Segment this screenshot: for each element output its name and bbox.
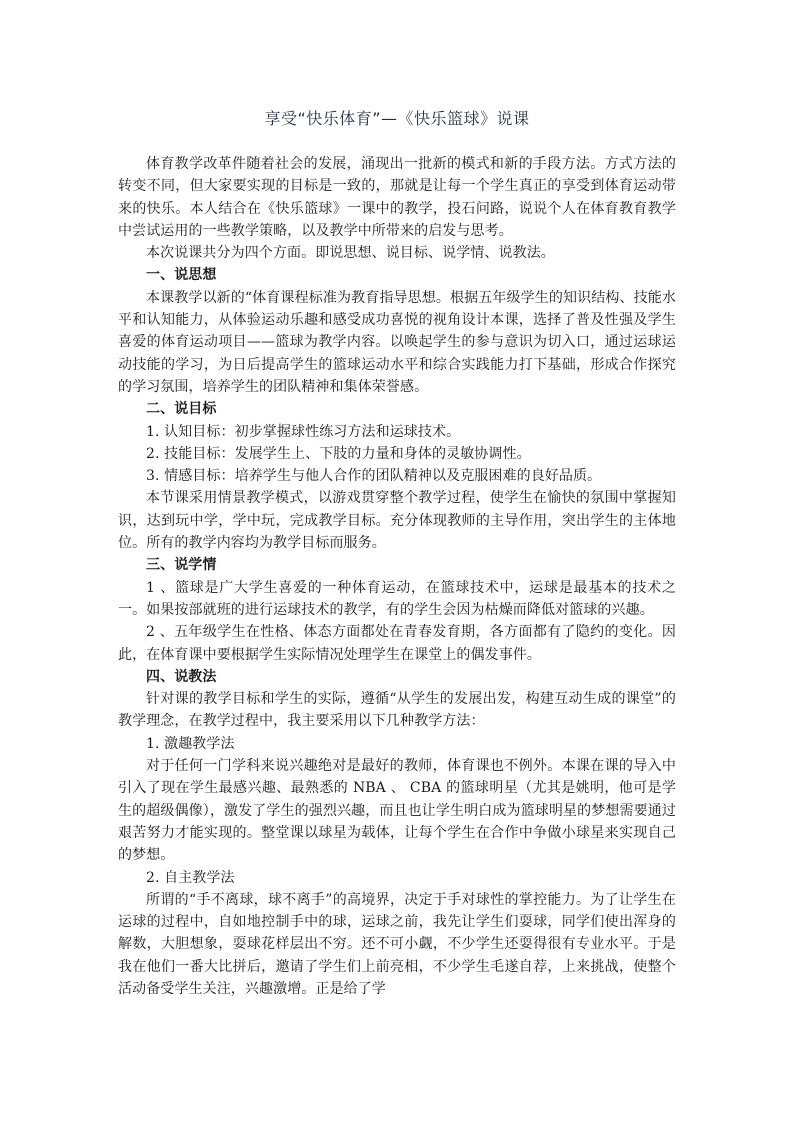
document-body	[118, 153, 676, 1000]
paragraph-method-interest: 对于任何一门学科来说兴趣绝对是最好的教师，体育课也不例外。本课在课的导入中引入了现在学生最感兴趣、最熟悉的 NBA 、 CBA 的篮球明星（尤其是姚明，他可是学生的超级偶像），激发了学生的强烈兴趣，而且也让学生明白成为篮球明星的梦想需要通过艰苦努力才能实现的。整堂课以球星为载体，让每个学生在合作中争做小球星来实现自己的梦想。	[118, 758, 676, 864]
paragraph-method-autonomy: 所谓的“手不离球，球不离手”的高境界，决定于手对球性的掌控能力。为了让学生在运球的过程中，自如地控制手中的球，运球之前，我先让学生们耍球，同学们使出浑身的解数，大胆想象，耍球花样层出不穷。还不可小觑，不少学生还耍得很有专业水平。于是我在他们一番大比拼后，邀请了学生们上前亮相，不少学生毛遂自荐，上来挑战，使整个活动备受学生关注，兴趣激增。正是给了学	[118, 891, 676, 997]
method-heading-autonomy: 2. 自主教学法	[146, 869, 235, 886]
paragraph-intro: 体育教学改革件随着社会的发展，涌现出一批新的模式和新的手段方法。方式方法的转变不同，但大家要实现的目标是一致的，那就是让每一个学生真正的享受到体育运动带来的快乐。本人结合在《快乐篮球》一课中的教学，投石问路，说说个人在体育教育教学中尝试运用的一些教学策略，以及教学中所带来的启发与思考。	[118, 156, 676, 239]
section-heading-students: 三、说学情	[146, 557, 217, 574]
goal-item-emotion: 3. 情感目标：培养学生与他人合作的团队精神以及克服困难的良好品质。	[146, 468, 602, 485]
paragraph-students-1: 1 、篮球是广大学生喜爱的一种体育运动，在篮球技术中，运球是最基本的技术之一。如果按部就班的进行运球技术的教学，有的学生会因为枯燥而降低对篮球的兴趣。	[118, 579, 676, 618]
section-heading-thought: 一、说思想	[146, 267, 217, 284]
goal-item-cognitive: 1. 认知目标：初步掌握球性练习方法和运球技术。	[146, 423, 461, 440]
paragraph-methods-intro: 针对课的教学目标和学生的实际，遵循“从学生的发展出发，构建互动生成的课堂”的教学理念，在教学过程中，我主要采用以下几种教学方法：	[118, 691, 676, 730]
paragraph-students-2: 2 、五年级学生在性格、体态方面都处在青春发育期，各方面都有了隐约的变化。因此，在体育课中要根据学生实际情况处理学生在课堂上的偶发事件。	[118, 624, 676, 663]
method-heading-interest: 1. 激趣教学法	[146, 735, 235, 752]
document-title: 享受“快乐体育”—《快乐篮球》说课	[264, 109, 530, 128]
goal-item-skill: 2. 技能目标：发展学生上、下肢的力量和身体的灵敏协调性。	[146, 445, 531, 462]
paragraph-goals: 本节课采用情景教学模式，以游戏贯穿整个教学过程，使学生在愉快的氛围中掌握知识，达到玩中学，学中玩，完成教学目标。充分体现教师的主导作用，突出学生的主体地位。所有的教学内容均为教学目标而服务。	[118, 490, 676, 552]
paragraph-overview: 本次说课共分为四个方面。即说思想、说目标、说学情、说教法。	[146, 245, 555, 262]
section-heading-methods: 四、说教法	[146, 668, 217, 685]
section-heading-goals: 二、说目标	[146, 401, 217, 418]
paragraph-thought: 本课教学以新的“体育课程标准为教育指导思想。根据五年级学生的知识结构、技能水平和认知能力，从体验运动乐趣和感受成功喜悦的视角设计本课，选择了普及性强及学生喜爱的体育运动项目——篮球为教学内容。以唤起学生的参与意识为切入口，通过运球运动技能的学习，为日后提高学生的篮球运动水平和综合实践能力打下基础，形成合作探究的学习氛围，培养学生的团队精神和集体荣誉感。	[118, 289, 676, 395]
